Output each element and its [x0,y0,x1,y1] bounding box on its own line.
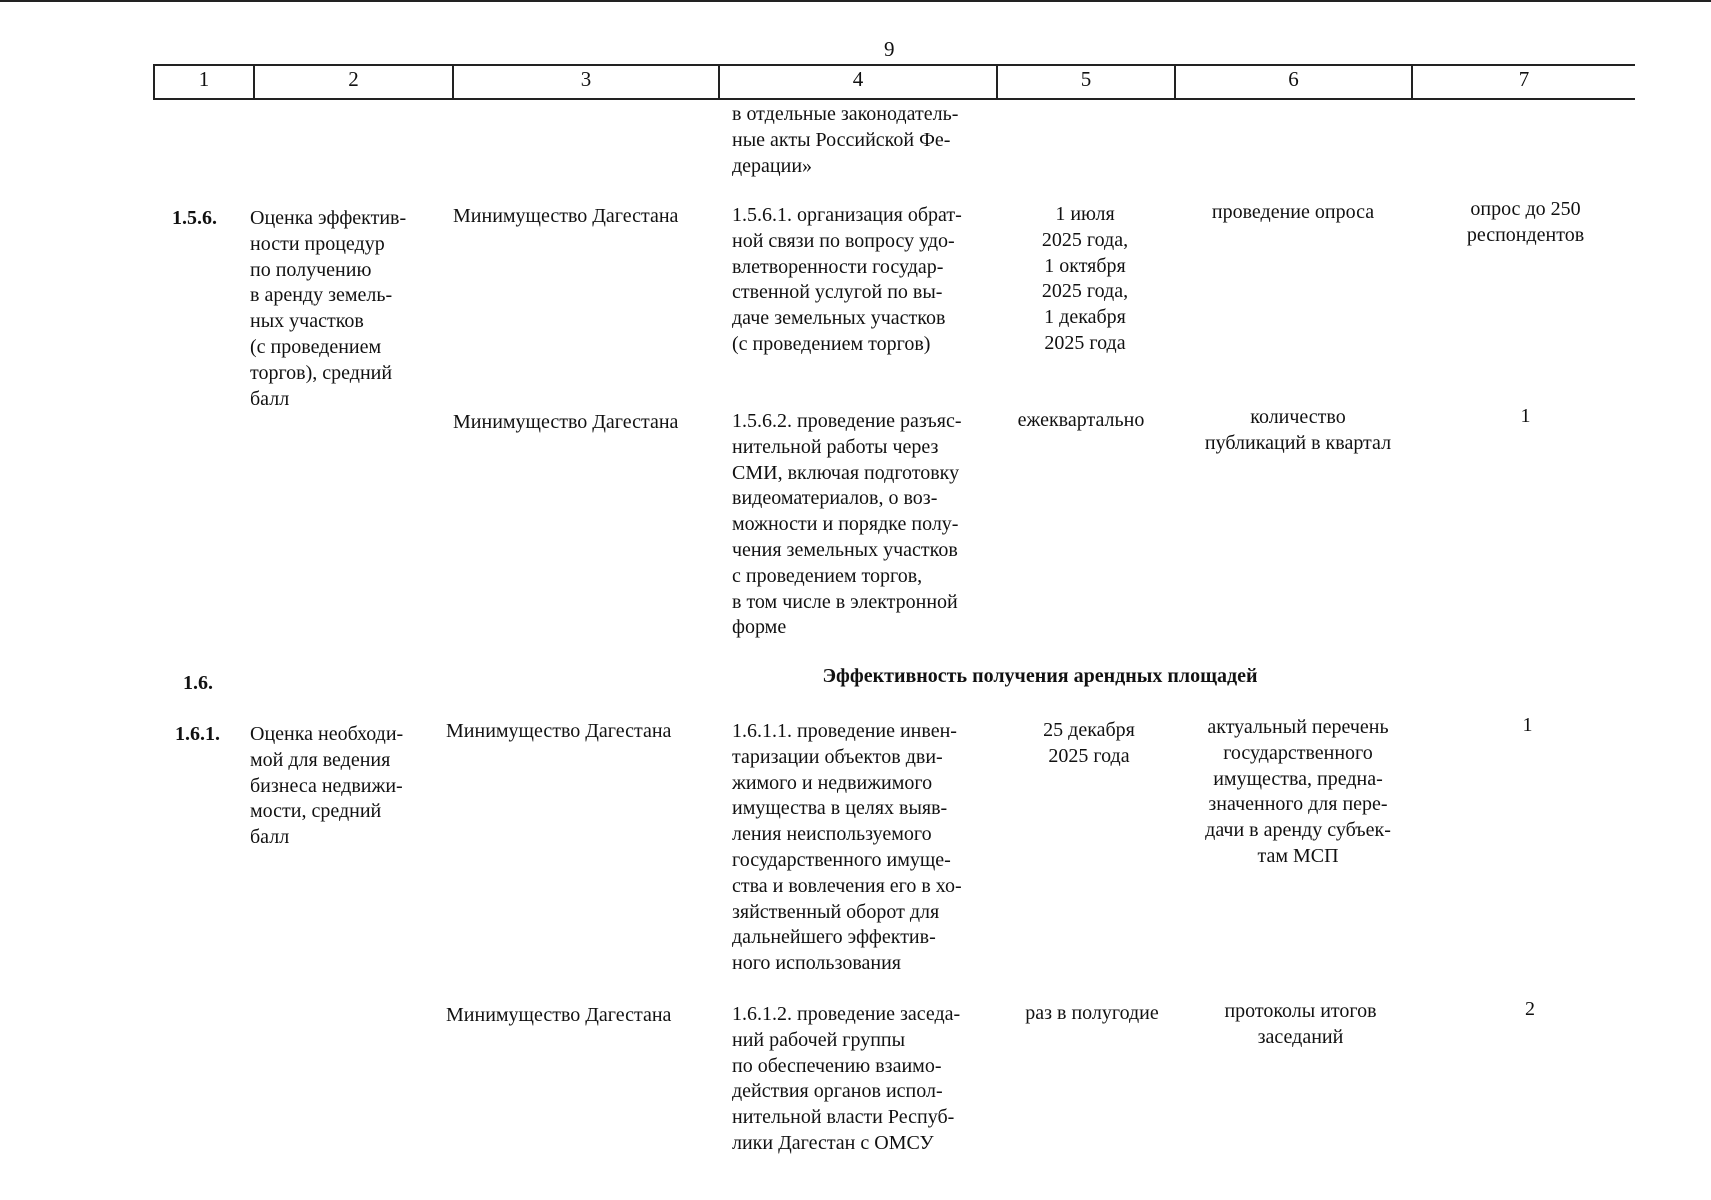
header-col-3: 3 [580,67,592,91]
measure-text: 1.5.6.2. проведение разъяс- нительной работы через СМИ, включая подготовку видеоматериалов, о воз- можности и порядке полу- чения земельных участков с проведением торгов, в том числе в электронной форме [732,410,962,639]
deadline: 1 июля 2025 года, 1 октября 2025 года, 1 декабря 2025 года [1041,203,1129,354]
executor: Минимущество Дагестана [446,720,672,742]
header-col-6: 6 [1288,67,1299,91]
continuation-text: в отдельные законодатель- ные акты Российской Фе- дерации» [732,103,959,177]
result-indicator: количество публикаций в квартал [1204,406,1392,454]
target-value: опрос до 250 респондентов [1466,198,1585,246]
executor: Минимущество Дагестана [453,205,679,227]
deadline: раз в полугодие [1025,1002,1159,1024]
page-number: 9 [884,37,895,61]
deadline: ежеквартально [1017,409,1145,431]
target-value: 1 [1522,714,1533,736]
row-number: 1.6.1. [175,723,220,745]
result-indicator: протоколы итогов заседаний [1224,1000,1377,1048]
indicator-text: Оценка необходи- мой для ведения бизнеса недвижи- мости, средний балл [250,723,404,849]
page-top-border [0,0,1711,2]
header-col-1: 1 [198,67,210,91]
deadline: 25 декабря 2025 года [1043,719,1135,767]
section-number: 1.6. [183,672,213,694]
header-col-4: 4 [852,67,864,91]
result-indicator: актуальный перечень государственного имущества, предна- значенного для пере- дачи в аренду субъек- там МСП [1205,716,1391,867]
target-value: 1 [1520,405,1531,427]
measure-text: 1.6.1.2. проведение заседа- ний рабочей группы по обеспечению взаимо- действия органов испол- нительной власти Респуб- лики Дагестан с ОМСУ [732,1003,961,1154]
result-indicator: проведение опроса [1211,201,1375,223]
indicator-text: Оценка эффектив- ности процедур по получению в аренду земель- ных участков (с проведением торгов), средний балл [250,207,407,410]
executor: Минимущество Дагестана [446,1004,672,1026]
header-col-2: 2 [348,67,359,91]
header-col-7: 7 [1518,67,1530,91]
section-title: Эффективность получения арендных площадей [822,665,1258,687]
header-col-5: 5 [1080,67,1092,91]
executor: Минимущество Дагестана [453,411,679,433]
measure-text: 1.6.1.1. проведение инвен- таризации объектов дви- жимого и недвижимого имущества в целях выяв- ления неиспользуемого государственного имуще- ства и вовлечения его в хо- зяйственный оборот для дальнейшего эффектив- ного использования [732,720,962,975]
measure-text: 1.5.6.1. организация обрат- ной связи по вопросу удо- влетворенности государ- ственной услугой по вы- даче земельных участков (с проведением торгов) [732,204,962,355]
target-value: 2 [1525,998,1535,1020]
row-number: 1.5.6. [172,207,217,229]
